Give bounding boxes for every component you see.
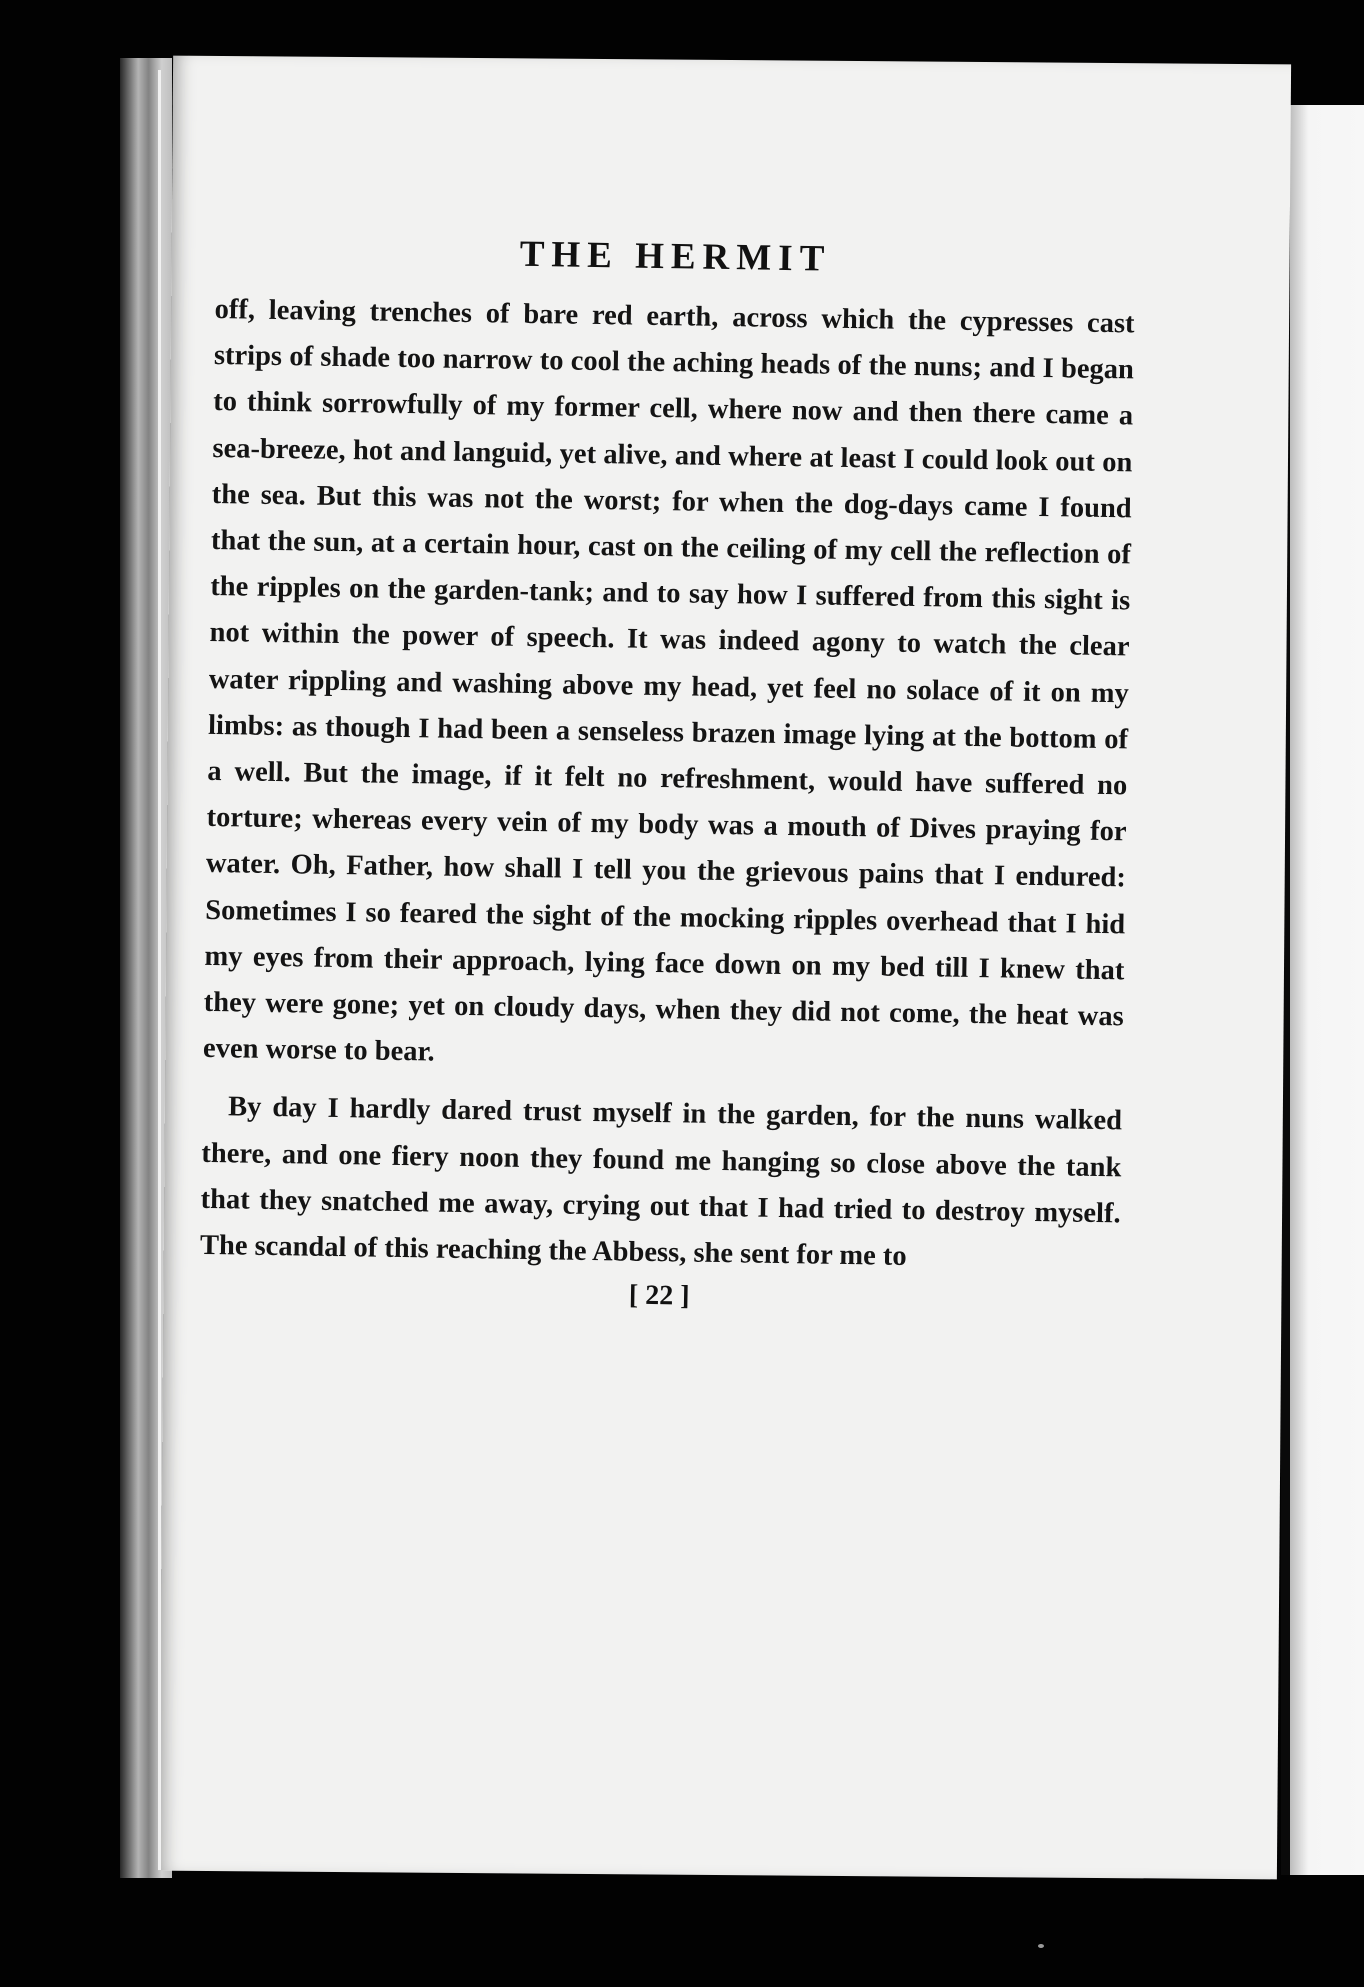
paragraph-2: By day I hardly dared trust myself in the garden, for the nuns walked there, and one fiery noon they found me hanging so close above the tank that they snatched me away, crying out that I had tried to destroy myself. The scandal of this reaching the Abbess, she sent for me to [199,1091,1123,1273]
facing-page-edge [1290,105,1364,1875]
binding-highlight [158,70,161,1870]
page-text-block [199,225,1136,1324]
dust-speck [1038,1944,1044,1948]
running-head: THE HERMIT [519,233,832,280]
page-number: [ 22 ] [628,1279,690,1312]
paragraph-1: off, leaving trenches of bare red earth, across which the cypresses cast strips of shade too narrow to cool the aching heads of the nuns; and I began to think sorrowfully of my former cell, where now and then there came a sea-breeze, hot and languid, yet alive, and where at least I could look out on the sea. But this was not the worst; for when the dog-days came I found that the sun, at a certain hour, cast on the ceiling of my cell the reflection of the ripples on the garden-tank; and to say how I suffered from this sight is not within the power of speech. It was indeed agony to watch the clear water rippling and washing above my head, yet feel no solace of it on my limbs: as though I had been a senseless brazen image lying at the bottom of a well. But the image, if it felt no refreshment, would have suffered no torture; whereas every vein of my body was a mouth of Dives praying for water. Oh, Father, how shall I tell you the grievous pains that I endured: Sometimes I so feared the sight of the mocking ripples overhead that I hid my eyes from their approach, lying face down on my bed till I knew that they were gone; yet on cloudy days, when they did not come, the heat was even worse to bear. [202,293,1135,1068]
